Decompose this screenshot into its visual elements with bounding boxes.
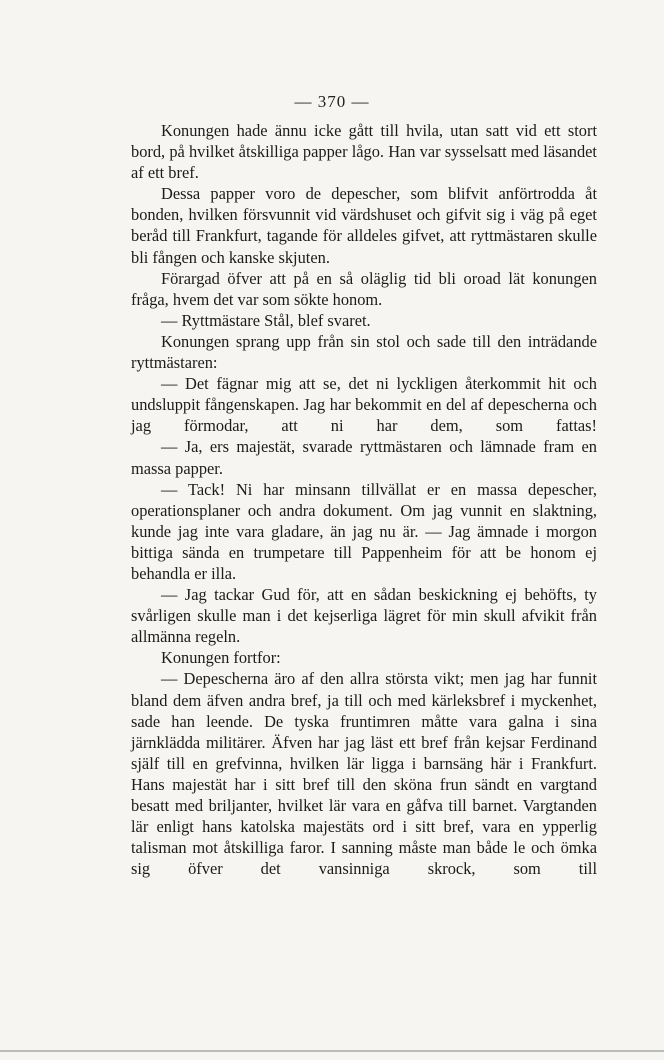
paragraph-3: Förargad öfver att på en så oläglig tid bli oroad lät konungen fråga, hvem det var som sökte honom. [131, 268, 597, 309]
paragraph-10: Konungen fortfor: [161, 648, 281, 668]
body-text [131, 120, 597, 879]
paragraph-7: — Ja, ers majestät, svarade ryttmästaren och lämnade fram en massa papper. [131, 437, 597, 478]
paragraph-2: Dessa papper voro de depescher, som blifvit anförtrodda åt bonden, hvilken försvunnit vid värdshuset och gifvit sig i väg på eget beråd till Frankfurt, tagande för alldeles gifvet, att ryttmästaren skulle bli fången och kanske skjuten. [131, 184, 597, 267]
paragraph-5: Konungen sprang upp från sin stol och sade till den inträdande ryttmästaren: [131, 331, 597, 373]
page-number: — 370 — [294, 92, 370, 111]
paragraph-8: — Tack! Ni har minsann tillvällat er en massa depescher, operationsplaner och andra dokument. Om jag vunnit en slaktning, kunde jag inte vara gladare, än jag nu är. — Jag ämnade i morgon bittiga sända en trumpetare till Pappenheim för att be honom ej behandla er illa. [131, 479, 597, 583]
paragraph-4: — Ryttmästare Stål, blef svaret. [161, 310, 371, 330]
paragraph-11: — Depescherna äro af den allra största vikt; men jag har funnit bland dem äfven andra bref, ja till och med kärleksbref i myckenhet, sade han leende. De tyska fruntimren måtte vara galna i sina järnklädda militärer. Äfven har jag läst ett bref från kejsar Ferdinand själf till en grefvinna, hvilken lär ligga i barnsäng här i Frankfurt. Hans majestät har i sitt bref till den sköna frun sändt en vargtand besatt med briljanter, hvilket lär vara en gåfva till barnet. Vargtanden lär enligt hans katolska majestäts ord i sitt bref, vara en ypperlig talisman mot åtskilliga faror. I sanning måste man både le och ömka sig öfver det vansinniga skrock, som till [131, 669, 597, 879]
paragraph-9: — Jag tackar Gud för, att en sådan beskickning ej behöfts, ty svårligen skulle man i det kejserliga lägret för min skull afvikit från allmänna regeln. [131, 585, 597, 647]
page-edge-rule [0, 1050, 664, 1052]
paragraph-1: Konungen hade ännu icke gått till hvila, utan satt vid ett stort bord, på hvilket åtskilliga papper lågo. Han var sysselsatt med läsandet af ett bref. [131, 121, 597, 183]
paragraph-6: — Det fägnar mig att se, det ni lyckligen återkommit hit och undsluppit fångenskapen. Jag har bekommit en del af depescherna och jag förmodar, att ni har dem, som fattas! [131, 374, 597, 436]
